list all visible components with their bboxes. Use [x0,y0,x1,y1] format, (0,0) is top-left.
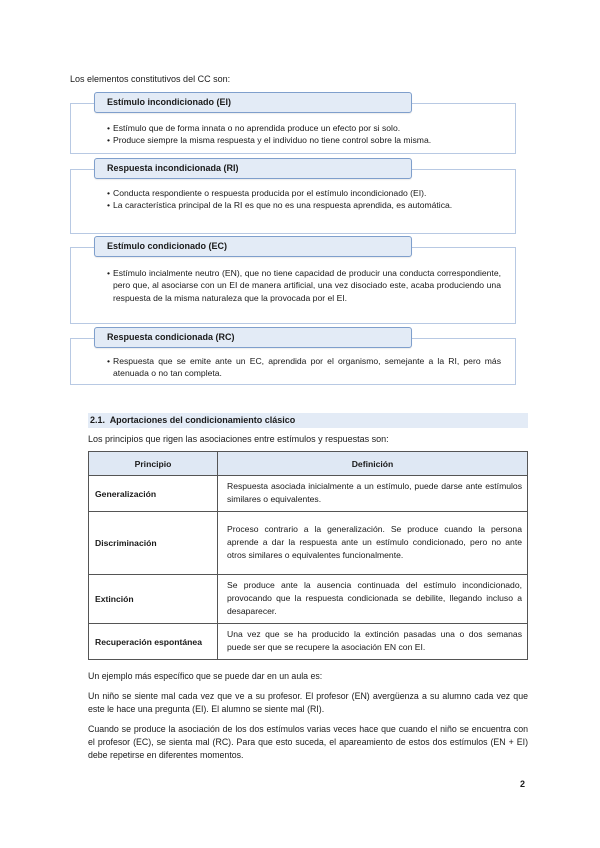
concept-bullet: • Respuesta que se emite ante un EC, aprendida por el organismo, semejante a la RI, pero más atenuada o no tan completa. [107,355,501,380]
concept-title: Estímulo incondicionado (EI) [94,92,412,113]
concept-box-ri [70,158,516,234]
concept-bullet: • Produce siempre la misma respuesta y el individuo no tiene control sobre la misma. [107,134,501,146]
table-definition: Una vez que se ha producido la extinción pasadas una o dos semanas puede ser que se recupere la asociación EN con EI. [218,624,528,660]
concept-bullet: • Conducta respondiente o respuesta producida por el estímulo incondicionado (EI). [107,187,501,199]
paragraph: Cuando se produce la asociación de los dos estímulos varias veces hace que cuando el niño se encuentra con el profesor (EC), se sienta mal (RC). Para que esto suceda, el apareamiento de estos dos estímulos (EN + EI) debe repetirse en diferentes momentos. [88,724,528,760]
paragraph: Un ejemplo más específico que se puede dar en un aula es: [88,671,323,681]
section-title: Aportaciones del condicionamiento clásico [109,415,296,425]
page-number: 2 [520,779,526,789]
section-heading [88,413,528,428]
table-intro: Los principios que rigen las asociaciones entre estímulos y respuestas son: [88,434,389,444]
table-definition: Respuesta asociada inicialmente a un estímulo, puede darse ante estímulos similares o equivalentes. [218,476,528,512]
table-header-row [89,452,528,476]
intro-text: Los elementos constitutivos del CC son: [70,74,231,84]
concept-bullet: • Estímulo incialmente neutro (EN), que no tiene capacidad de producir una conducta correspondiente, pero que, al asociarse con un EI de manera artificial, una vez disociado este, acaba produciendo una respuesta de la misma naturaleza que la provocada por el EI. [107,267,501,304]
table-header-definicion: Definición [218,452,528,476]
concept-body [70,247,516,324]
concept-box-rc [70,327,516,385]
concept-title: Respuesta incondicionada (RI) [94,158,412,179]
section-number: 2.1. [90,415,106,425]
concept-box-ec [70,236,516,324]
principles-table [88,451,528,660]
paragraph: Un niño se siente mal cada vez que ve a su profesor. El profesor (EN) avergüenza a su alumno cada vez que este le hace una pregunta (EI). El alumno se siente mal (RI). [88,691,528,714]
concept-bullet: • Estímulo que de forma innata o no aprendida produce un efecto por si solo. [107,122,501,134]
table-header-principio: Principio [89,452,218,476]
table-term: Recuperación espontánea [89,624,218,660]
table-row [89,624,528,660]
table-term: Generalización [89,476,218,512]
concept-title: Respuesta condicionada (RC) [94,327,412,348]
table-definition: Se produce ante la ausencia continuada del estímulo incondicionado, provocando que la respuesta condicionada se debilite, llegando incluso a desaparecer. [218,575,528,624]
concept-box-ei [70,92,516,154]
table-term: Discriminación [89,512,218,575]
table-row [89,575,528,624]
concept-title: Estímulo condicionado (EC) [94,236,412,257]
table-row [89,512,528,575]
concept-bullet: • La característica principal de la RI es que no es una respuesta aprendida, es automática. [107,199,501,211]
table-definition: Proceso contrario a la generalización. Se produce cuando la persona aprende a dar la respuesta ante un estímulo condicionado, pero no ante otros similares o equivalentes funcionalmente. [218,512,528,575]
table-term: Extinción [89,575,218,624]
table-row [89,476,528,512]
